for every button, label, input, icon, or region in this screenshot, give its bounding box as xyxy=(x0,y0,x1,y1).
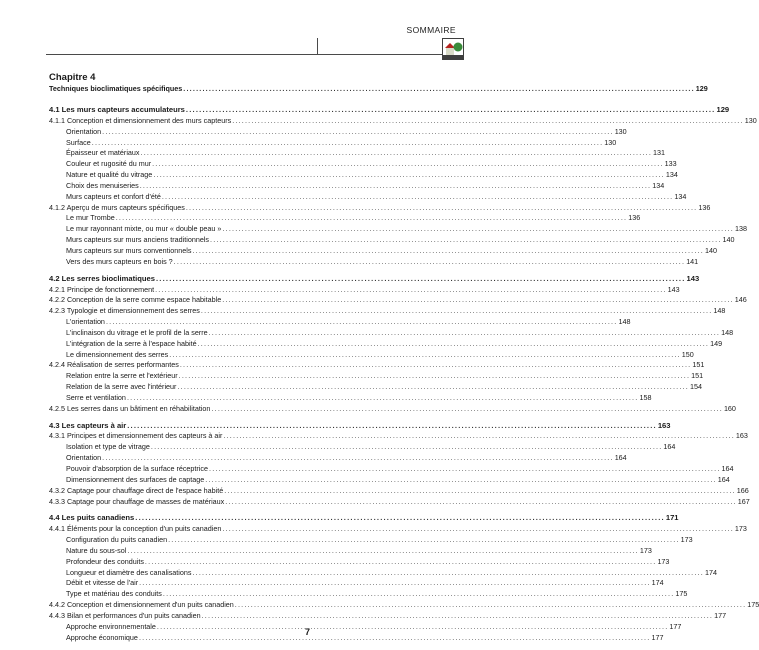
toc-entry-title: Approche économique xyxy=(66,632,138,642)
leader-dots xyxy=(223,486,737,497)
leader-dots xyxy=(126,546,640,557)
toc-entry-page: 140 xyxy=(704,245,717,255)
toc-item-row[interactable] xyxy=(49,464,734,475)
toc-entry-page: 175 xyxy=(675,589,688,599)
toc-subsection-row[interactable] xyxy=(49,431,748,442)
leader-dots xyxy=(185,105,717,116)
toc-entry-page: 177 xyxy=(651,632,664,642)
toc-subsection-row[interactable] xyxy=(49,485,749,497)
toc-entry-title: Le mur rayonnant mixte, ou mur « double peau » xyxy=(66,224,222,234)
toc-entry-title: Surface xyxy=(66,137,91,147)
toc-entry-title: 4.2.2 Conception de la serre comme espace habitable xyxy=(49,295,222,305)
leader-dots xyxy=(210,404,724,415)
toc-item-row[interactable] xyxy=(49,589,688,600)
leader-dots xyxy=(134,513,666,524)
toc-entry-title: 4.3.2 Captage pour chauffage direct de l'espace habité xyxy=(49,485,224,495)
toc-entry-page: 150 xyxy=(681,349,694,359)
toc-entry-page: 154 xyxy=(689,382,702,392)
toc-entry-title: 4.2.5 Les serres dans un bâtiment en réhabilitation xyxy=(49,403,211,413)
toc-entry-page: 143 xyxy=(686,273,700,283)
book-logo-icon xyxy=(442,38,464,60)
toc-item-row[interactable] xyxy=(49,349,694,361)
toc-item-row[interactable] xyxy=(49,578,664,589)
table-of-contents xyxy=(49,105,759,644)
leader-dots xyxy=(151,159,665,170)
leader-dots xyxy=(126,421,658,432)
leader-dots xyxy=(144,557,658,568)
toc-entry-page: 164 xyxy=(614,453,627,463)
leader-dots xyxy=(221,224,735,235)
toc-entry-title: 4.4 Les puits canadiens xyxy=(49,513,135,523)
toc-entry-title: 4.1 Les murs capteurs accumulateurs xyxy=(49,105,185,114)
toc-subsection-row[interactable] xyxy=(49,360,705,371)
chapter-title: Techniques bioclimatiques spécifiques xyxy=(49,84,183,93)
toc-entry-title: Orientation xyxy=(66,126,102,136)
toc-entry-page: 174 xyxy=(651,578,664,588)
leader-dots xyxy=(176,382,690,393)
toc-entry-page: 174 xyxy=(704,567,717,577)
toc-entry-page: 148 xyxy=(618,317,631,327)
toc-entry-page: 164 xyxy=(717,474,730,484)
header-rule xyxy=(46,54,460,55)
leader-dots xyxy=(204,475,718,486)
leader-dots xyxy=(115,213,629,224)
toc-entry-page: 163 xyxy=(657,420,671,430)
leader-dots xyxy=(182,84,696,95)
toc-entry-title: Longueur et diamètre des canalisations xyxy=(66,567,192,577)
toc-item-row[interactable] xyxy=(49,453,627,464)
toc-entry-page: 173 xyxy=(657,556,670,566)
toc-entry-title: Configuration du puits canadien xyxy=(66,535,168,545)
toc-entry-title: Murs capteurs sur murs conventionnels xyxy=(66,245,192,255)
toc-item-row[interactable] xyxy=(49,224,747,235)
toc-subsection-row[interactable] xyxy=(49,524,747,535)
toc-entry-title: Le dimensionnement des serres xyxy=(66,349,169,359)
toc-item-row[interactable] xyxy=(49,213,641,224)
leader-dots xyxy=(101,127,615,138)
toc-entry-page: 130 xyxy=(604,137,617,147)
toc-entry-page: 158 xyxy=(639,392,652,402)
logo-ground xyxy=(443,55,463,59)
toc-entry-title: Orientation xyxy=(66,453,102,463)
toc-item-row[interactable] xyxy=(49,338,723,350)
toc-entry-title: 4.4.3 Bilan et performances d'un puits canadien xyxy=(49,610,201,620)
toc-entry-title: L'inclinaison du vitrage et le profil de la serre xyxy=(66,327,208,337)
leader-dots xyxy=(161,192,675,203)
toc-entry-page: 136 xyxy=(628,213,641,223)
toc-entry-page: 148 xyxy=(713,306,726,316)
page-number: 7 xyxy=(304,627,310,637)
toc-entry-title: 4.1.2 Aperçu de murs capteurs spécifiques xyxy=(49,202,185,212)
toc-entry-page: 130 xyxy=(744,115,757,125)
toc-item-row[interactable] xyxy=(49,256,699,268)
leader-dots xyxy=(101,453,615,464)
toc-entry-title: Le mur Trombe xyxy=(66,213,115,223)
toc-item-row[interactable] xyxy=(49,442,676,453)
toc-entry-page: 173 xyxy=(734,524,747,534)
toc-entry-page: 175 xyxy=(747,600,759,610)
leader-dots xyxy=(221,524,735,535)
leader-dots xyxy=(138,578,652,589)
toc-item-row[interactable] xyxy=(49,556,670,568)
toc-entry-page: 164 xyxy=(663,442,676,452)
toc-subsection-row[interactable] xyxy=(49,306,726,317)
toc-item-row[interactable] xyxy=(49,567,717,579)
toc-entry-page: 141 xyxy=(686,256,699,266)
toc-entry-title: Nature du sous-sol xyxy=(66,545,127,555)
logo-house xyxy=(446,48,454,55)
leader-dots xyxy=(185,203,699,214)
toc-entry-page: 138 xyxy=(734,224,747,234)
toc-entry-page: 130 xyxy=(614,126,627,136)
toc-entry-title: Serre et ventilation xyxy=(66,392,126,402)
toc-entry-title: 4.3.3 Captage pour chauffage de masses de matériaux xyxy=(49,496,225,506)
toc-entry-title: L'intégration de la serre à l'espace habité xyxy=(66,338,197,348)
toc-item-row[interactable] xyxy=(49,235,735,246)
toc-entry-page: 151 xyxy=(692,360,705,370)
toc-section-row[interactable] xyxy=(49,105,730,116)
chapter-heading xyxy=(49,72,708,95)
toc-entry-page: 166 xyxy=(736,485,749,495)
toc-item-row[interactable] xyxy=(49,317,631,328)
toc-entry-page: 173 xyxy=(680,535,693,545)
toc-subsection-row[interactable] xyxy=(49,115,757,127)
toc-item-row[interactable] xyxy=(49,245,717,257)
toc-item-row[interactable] xyxy=(49,632,664,644)
toc-item-row[interactable] xyxy=(49,159,677,170)
toc-entry-title: Relation entre la serre et l'extérieur xyxy=(66,371,178,381)
toc-entry-title: Choix des menuiseries xyxy=(66,180,139,190)
toc-entry-page: 173 xyxy=(639,545,652,555)
toc-entry-page: 140 xyxy=(722,235,735,245)
toc-entry-title: 4.2.4 Réalisation de serres performantes xyxy=(49,360,179,370)
toc-entry-title: Débit et vitesse de l'air xyxy=(66,578,139,588)
toc-entry-page: 163 xyxy=(735,431,748,441)
toc-entry-title: L'orientation xyxy=(66,317,105,327)
leader-dots xyxy=(224,497,738,508)
leader-dots xyxy=(140,148,654,159)
leader-dots xyxy=(126,393,640,404)
leader-dots xyxy=(200,306,714,317)
toc-entry-page: 136 xyxy=(698,202,711,212)
toc-entry-page: 134 xyxy=(652,180,665,190)
toc-entry-page: 148 xyxy=(721,327,734,337)
leader-dots xyxy=(150,442,664,453)
leader-dots xyxy=(105,317,619,328)
toc-entry-title: Type et matériau des conduits xyxy=(66,589,162,599)
toc-item-row[interactable] xyxy=(49,148,666,159)
toc-entry-title: 4.2.3 Typologie et dimensionnement des serres xyxy=(49,306,200,316)
toc-entry-page: 171 xyxy=(665,513,679,523)
toc-entry-title: Pouvoir d'absorption de la surface réceptrice xyxy=(66,464,209,473)
leader-dots xyxy=(234,600,748,611)
toc-entry-title: Relation de la serre avec l'intérieur xyxy=(66,382,177,392)
toc-subsection-row[interactable] xyxy=(49,403,736,415)
toc-entry-page: 149 xyxy=(710,338,723,348)
leader-dots xyxy=(201,611,715,622)
toc-item-row[interactable] xyxy=(49,180,665,192)
toc-entry-title: Murs capteurs sur murs anciens traditionnels xyxy=(66,235,210,245)
leader-dots xyxy=(222,431,736,442)
toc-item-row[interactable] xyxy=(49,191,687,203)
leader-dots xyxy=(156,622,670,633)
toc-entry-title: 4.1.1 Conception et dimensionnement des murs capteurs xyxy=(49,115,232,125)
toc-entry-title: Dimensionnement des surfaces de captage xyxy=(66,474,205,484)
leader-dots xyxy=(197,339,711,350)
toc-entry-title: Profondeur des conduits xyxy=(66,556,144,566)
toc-entry-title: Couleur et rugosité du mur xyxy=(66,159,152,169)
leader-dots xyxy=(155,274,687,285)
toc-subsection-row[interactable] xyxy=(49,295,747,306)
toc-subsection-row[interactable] xyxy=(49,284,680,296)
toc-subsection-row[interactable] xyxy=(49,496,750,508)
toc-entry-title: Vers des murs capteurs en bois ? xyxy=(66,256,173,266)
toc-entry-title: Murs capteurs et confort d'été xyxy=(66,191,161,201)
toc-entry-page: 146 xyxy=(734,295,747,305)
toc-entry-page: 129 xyxy=(716,105,730,114)
leader-dots xyxy=(91,138,605,149)
toc-item-row[interactable] xyxy=(49,474,730,486)
toc-item-row[interactable] xyxy=(49,392,652,404)
leader-dots xyxy=(173,257,687,268)
toc-item-row[interactable] xyxy=(49,126,627,138)
toc-entry-title: 4.4.1 Éléments pour la conception d'un puits canadien xyxy=(49,524,222,534)
toc-entry-title: Isolation et type de vitrage xyxy=(66,442,150,452)
toc-entry-page: 160 xyxy=(723,403,736,413)
toc-subsection-row[interactable] xyxy=(49,202,711,214)
toc-entry-page: 143 xyxy=(667,284,680,294)
leader-dots xyxy=(208,464,722,475)
toc-entry-title: Approche environnementale xyxy=(66,621,156,631)
leader-dots xyxy=(209,235,723,246)
leader-dots xyxy=(162,589,676,600)
toc-entry-page: 177 xyxy=(669,621,682,631)
toc-item-row[interactable] xyxy=(49,170,678,181)
leader-dots xyxy=(231,116,745,127)
toc-section-row[interactable] xyxy=(49,420,671,432)
toc-entry-title: 4.3.1 Principes et dimensionnement des capteurs à air xyxy=(49,431,223,441)
header-vertical-rule xyxy=(317,38,318,54)
leader-dots xyxy=(154,285,668,296)
toc-entry-title: 4.2.1 Principe de fonctionnement xyxy=(49,284,155,294)
toc-entry-title: Épaisseur et matériaux xyxy=(66,148,140,158)
toc-item-row[interactable] xyxy=(49,535,693,546)
toc-item-row[interactable] xyxy=(49,545,652,557)
chapter-page: 129 xyxy=(695,84,708,93)
toc-entry-page: 167 xyxy=(737,496,750,506)
chapter-title-row[interactable] xyxy=(49,84,708,95)
toc-item-row[interactable] xyxy=(49,137,617,149)
toc-section-row[interactable] xyxy=(49,273,700,285)
toc-entry-page: 134 xyxy=(674,191,687,201)
logo-tree xyxy=(454,43,463,52)
leader-dots xyxy=(152,170,666,181)
toc-entry-page: 134 xyxy=(665,170,678,180)
chapter-label: Chapitre 4 xyxy=(49,72,96,83)
leader-dots xyxy=(138,633,652,644)
toc-entry-title: 4.3 Les capteurs à air xyxy=(49,420,127,430)
toc-subsection-row[interactable] xyxy=(49,610,727,622)
leader-dots xyxy=(167,535,681,546)
toc-entry-title: Nature et qualité du vitrage xyxy=(66,170,153,180)
toc-entry-page: 131 xyxy=(653,148,666,158)
header-label: SOMMAIRE xyxy=(406,25,456,35)
leader-dots xyxy=(179,360,693,371)
leader-dots xyxy=(191,246,705,257)
toc-item-row[interactable] xyxy=(49,621,682,633)
toc-item-row[interactable] xyxy=(49,371,704,382)
toc-entry-title: 4.4.2 Conception et dimensionnement d'un puits canadien xyxy=(49,600,234,610)
leader-dots xyxy=(139,181,653,192)
toc-subsection-row[interactable] xyxy=(49,600,759,611)
toc-entry-page: 133 xyxy=(664,159,677,169)
toc-entry-page: 151 xyxy=(691,371,704,381)
toc-item-row[interactable] xyxy=(49,382,702,393)
leader-dots xyxy=(208,328,722,339)
toc-entry-title: 4.2 Les serres bioclimatiques xyxy=(49,273,155,283)
leader-dots xyxy=(168,350,682,361)
leader-dots xyxy=(178,371,692,382)
toc-section-row[interactable] xyxy=(49,513,679,524)
toc-item-row[interactable] xyxy=(49,327,734,339)
leader-dots xyxy=(191,568,705,579)
toc-entry-page: 177 xyxy=(714,610,727,620)
toc-entry-page: 164 xyxy=(721,464,734,473)
leader-dots xyxy=(221,295,735,306)
